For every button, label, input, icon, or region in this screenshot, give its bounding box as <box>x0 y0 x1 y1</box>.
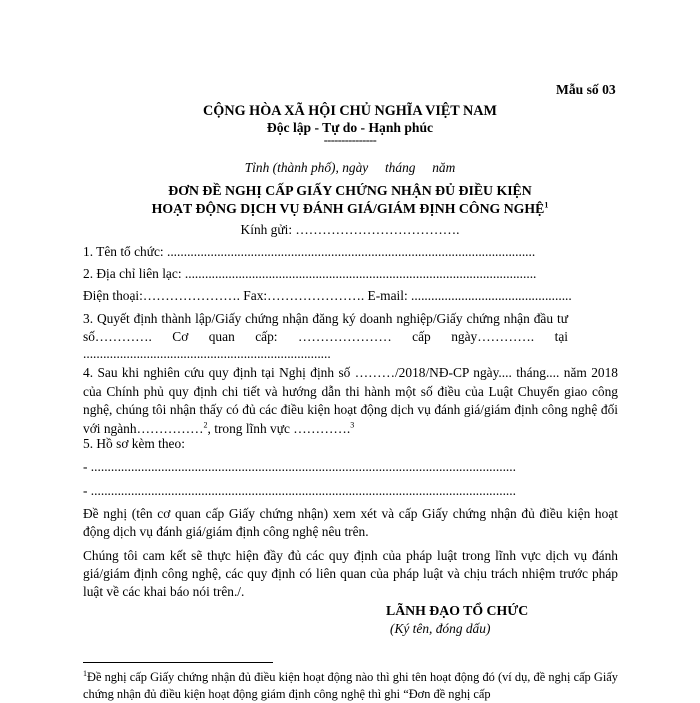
contact-field: Điện thoại:…………………. Fax:…………………. E-mail: ................................................ <box>83 288 572 303</box>
attachment-line-2: - ............................................................................................................................... <box>83 483 516 498</box>
commitment-paragraph: Chúng tôi cam kết sẽ thực hiện đầy đủ các quy định của pháp luật trong lĩnh vực dịch vụ đánh giá/giám định công nghệ, các quy định có liên quan của pháp luật và chịu trách nhiệm trước pháp luật về các khai báo nói trên./. <box>83 548 618 599</box>
address-field: 2. Địa chỉ liên lạc: ......................................................................................................... <box>83 266 537 281</box>
basis-paragraph <box>83 364 618 438</box>
document-title-line1: ĐƠN ĐỀ NGHỊ CẤP GIẤY CHỨNG NHẬN ĐỦ ĐIỀU KIỆN <box>168 183 532 198</box>
request-paragraph: Đề nghị (tên cơ quan cấp Giấy chứng nhận) xem xét và cấp Giấy chứng nhận đủ điều kiện hoạt động dịch vụ đánh giá/giám định công nghệ nêu trên. <box>83 506 618 539</box>
footnote-ref-3: 3 <box>350 420 355 430</box>
footnote-ref-2: 2 <box>203 420 208 430</box>
footnote-text: Đề nghị cấp Giấy chứng nhận đủ điều kiện hoạt động nào thì ghi tên hoạt động đó (ví dụ, đề nghị cấp Giấy chứng nhận đủ điều kiện hoạt động giám định công nghệ thì ghi “Đơn đề nghị cấp <box>83 670 618 701</box>
basis-text: 4. Sau khi nghiên cứu quy định tại Nghị định số ………/2018/NĐ-CP ngày.... tháng.... năm 2018 của Chính phủ quy định chi tiết và hướng dẫn thi hành một số điều của Luật Chuyển giao công nghệ, chúng tôi nhận thấy có đủ các điều kiện hoạt động dịch vụ đánh giá/giám định công nghệ đối với ngành…………… <box>83 365 618 436</box>
signature-note: (Ký tên, đóng dấu) <box>390 621 491 636</box>
basis-mid: , trong lĩnh vực …………. <box>207 420 351 436</box>
decision-field: 3. Quyết định thành lập/Giấy chứng nhận đăng ký doanh nghiệp/Giấy chứng nhận đầu tư số…………. Cơ quan cấp: ………………… cấp ngày…………. tại .......................................................................... <box>83 311 568 361</box>
footnote-text-block <box>83 669 618 703</box>
org-name-field: 1. Tên tổ chức: .............................................................................................................. <box>83 244 536 259</box>
footnote-divider <box>83 662 273 663</box>
place-date: Tỉnh (thành phố), ngày tháng năm <box>244 160 456 175</box>
national-motto: Độc lập - Tự do - Hạnh phúc <box>266 120 434 135</box>
footnote-ref-1: 1 <box>544 200 549 210</box>
header-divider: --------------- <box>323 133 377 147</box>
form-code: Mẫu số 03 <box>556 82 616 97</box>
document-title-line2 <box>0 201 700 217</box>
document-title-line2-text: HOẠT ĐỘNG DỊCH VỤ ĐÁNH GIÁ/GIÁM ĐỊNH CÔNG NGHỆ <box>151 201 545 216</box>
signature-title: LÃNH ĐẠO TỔ CHỨC <box>386 603 529 618</box>
recipient: Kính gửi: ………………………………. <box>240 222 460 237</box>
country-name: CỘNG HÒA XÃ HỘI CHỦ NGHĨA VIỆT NAM <box>203 103 497 119</box>
attachments-label: 5. Hồ sơ kèm theo: <box>83 436 185 451</box>
attachment-line-1: - ............................................................................................................................... <box>83 459 516 474</box>
footnote-marker: 1 <box>83 668 87 678</box>
